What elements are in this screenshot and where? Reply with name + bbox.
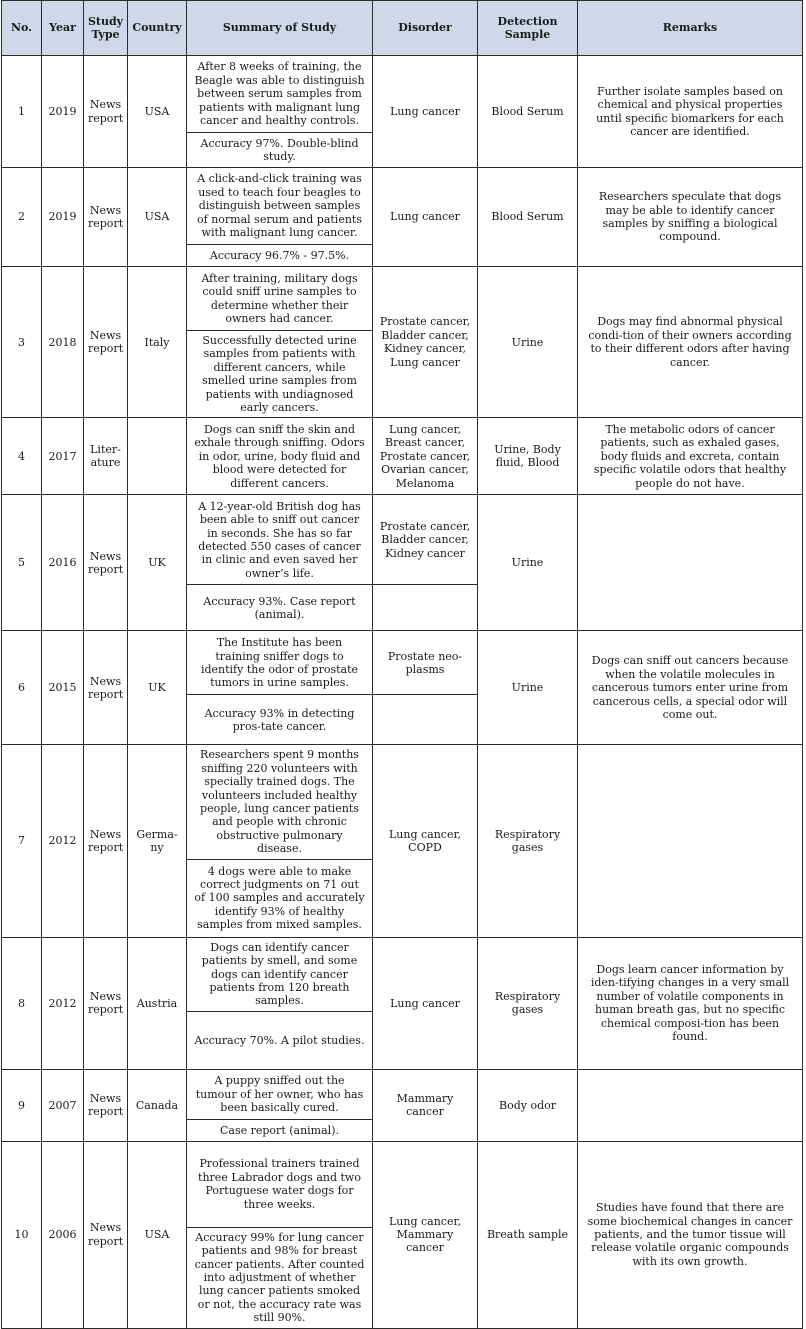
cell-disorder: Lung cancer, COPD	[373, 745, 478, 937]
cell-study-type: News report	[84, 267, 128, 418]
cell-summary-result: Accuracy 93%. Case report (animal).	[187, 585, 373, 631]
cell-year: 2019	[42, 168, 84, 267]
cell-remarks: The metabolic odors of cancer patients, such as exhaled gases, body fluids and excreta, contain specific volatile odors that healthy people do not have.	[578, 418, 803, 495]
table-row	[2, 1141, 803, 1227]
cell-sample: Blood Serum	[478, 56, 578, 168]
cell-disorder: Prostate cancer, Bladder cancer, Kidney cancer, Lung cancer	[373, 267, 478, 418]
cell-remarks: Researchers speculate that dogs may be able to identify cancer samples by sniffing a biological compound.	[578, 168, 803, 267]
cell-disorder: Lung cancer, Breast cancer, Prostate cancer, Ovarian cancer, Melanoma	[373, 418, 478, 495]
cell-year: 2012	[42, 745, 84, 937]
cell-summary: Dogs can sniff the skin and exhale through sniffing. Odors in odor, urine, body fluid and blood were detected for different cancers.	[187, 418, 373, 495]
cell-study-type: News report	[84, 631, 128, 745]
cell-sample: Respiratory gases	[478, 937, 578, 1069]
cell-sample: Urine	[478, 267, 578, 418]
cell-disorder: Mammary cancer	[373, 1069, 478, 1141]
cell-country: USA	[128, 56, 187, 168]
header-summary: Summary of Study	[187, 1, 373, 56]
cell-summary-result: Accuracy 97%. Double-blind study.	[187, 133, 373, 168]
table-row	[2, 631, 803, 695]
cell-sample: Blood Serum	[478, 168, 578, 267]
cell-summary: Professional trainers trained three Labrador dogs and two Portuguese water dogs for three weeks.	[187, 1141, 373, 1227]
cell-no: 10	[2, 1141, 42, 1328]
cell-remarks	[578, 495, 803, 631]
cell-disorder: Lung cancer	[373, 168, 478, 267]
cell-summary-result: 4 dogs were able to make correct judgments on 71 out of 100 samples and accurately identify 93% of healthy samples from mixed samples.	[187, 859, 373, 937]
cell-study-type: News report	[84, 1069, 128, 1141]
cell-year: 2006	[42, 1141, 84, 1328]
cell-remarks: Studies have found that there are some biochemical changes in cancer patients, and the tumor tissue will release volatile organic compounds with its own growth.	[578, 1141, 803, 1328]
header-remarks: Remarks	[578, 1, 803, 56]
study-table	[1, 0, 803, 1329]
cell-country: Austria	[128, 937, 187, 1069]
cell-remarks: Dogs learn cancer information by iden-tifying changes in a very small number of volatile components in human breath gas, but no specific chemical composi-tion has been found.	[578, 937, 803, 1069]
cell-disorder: Lung cancer, Mammary cancer	[373, 1141, 478, 1328]
cell-disorder: Prostate neo-plasms	[373, 631, 478, 695]
header-row	[2, 1, 803, 56]
cell-no: 5	[2, 495, 42, 631]
cell-summary: A 12-year-old British dog has been able to sniff out cancer in seconds. She has so far detected 550 cases of cancer in clinic and even saved her owner’s life.	[187, 495, 373, 585]
cell-no: 3	[2, 267, 42, 418]
table-row	[2, 937, 803, 1011]
cell-summary-result: Accuracy 70%. A pilot studies.	[187, 1011, 373, 1069]
cell-year: 2019	[42, 56, 84, 168]
cell-country	[128, 418, 187, 495]
cell-country: Italy	[128, 267, 187, 418]
header-sample: Detection Sample	[478, 1, 578, 56]
header-no: No.	[2, 1, 42, 56]
cell-year: 2016	[42, 495, 84, 631]
cell-country: Germa-ny	[128, 745, 187, 937]
cell-summary-result: Case report (animal).	[187, 1119, 373, 1141]
cell-summary: After 8 weeks of training, the Beagle was able to distinguish between serum samples from patients with malignant lung cancer and healthy controls.	[187, 56, 373, 133]
cell-remarks: Dogs can sniff out cancers because when the volatile molecules in cancerous tumors enter urine from cancerous cells, a special odor will come out.	[578, 631, 803, 745]
cell-summary: The Institute has been training sniffer dogs to identify the odor of prostate tumors in urine samples.	[187, 631, 373, 695]
cell-sample: Breath sample	[478, 1141, 578, 1328]
table-row	[2, 745, 803, 859]
header-country: Country	[128, 1, 187, 56]
cell-no: 1	[2, 56, 42, 168]
cell-disorder: Lung cancer	[373, 937, 478, 1069]
table-row	[2, 1069, 803, 1119]
cell-summary-result: Accuracy 93% in detecting pros-tate cancer.	[187, 695, 373, 745]
cell-year: 2018	[42, 267, 84, 418]
cell-sample: Respiratory gases	[478, 745, 578, 937]
table-row	[2, 267, 803, 331]
cell-study-type: News report	[84, 495, 128, 631]
cell-study-type: News report	[84, 745, 128, 937]
cell-summary-result: Accuracy 96.7% - 97.5%.	[187, 245, 373, 267]
cell-summary: After training, military dogs could sniff urine samples to determine whether their owners had cancer.	[187, 267, 373, 331]
cell-summary: A click-and-click training was used to teach four beagles to distinguish between samples of normal serum and patients with malignant lung cancer.	[187, 168, 373, 245]
cell-study-type: Liter-ature	[84, 418, 128, 495]
cell-remarks: Further isolate samples based on chemical and physical properties until specific biomarkers for each cancer are identified.	[578, 56, 803, 168]
cell-summary: Dogs can identify cancer patients by smell, and some dogs can identify cancer patients from 120 breath samples.	[187, 937, 373, 1011]
cell-study-type: News report	[84, 168, 128, 267]
cell-sample: Body odor	[478, 1069, 578, 1141]
cell-country: UK	[128, 495, 187, 631]
cell-sample: Urine, Body fluid, Blood	[478, 418, 578, 495]
cell-no: 2	[2, 168, 42, 267]
cell-summary: A puppy sniffed out the tumour of her owner, who has been basically cured.	[187, 1069, 373, 1119]
header-study-type: Study Type	[84, 1, 128, 56]
cell-year: 2017	[42, 418, 84, 495]
header-year: Year	[42, 1, 84, 56]
cell-disorder: Prostate cancer, Bladder cancer, Kidney cancer	[373, 495, 478, 585]
cell-year: 2007	[42, 1069, 84, 1141]
cell-disorder-empty	[373, 585, 478, 631]
cell-study-type: News report	[84, 56, 128, 168]
cell-no: 8	[2, 937, 42, 1069]
table-row	[2, 495, 803, 585]
cell-remarks	[578, 1069, 803, 1141]
table-row	[2, 418, 803, 495]
cell-country: USA	[128, 168, 187, 267]
cell-country: UK	[128, 631, 187, 745]
table-row	[2, 168, 803, 245]
cell-disorder: Lung cancer	[373, 56, 478, 168]
cell-country: USA	[128, 1141, 187, 1328]
cell-study-type: News report	[84, 1141, 128, 1328]
cell-summary-result: Successfully detected urine samples from patients with different cancers, while smelled urine samples from patients with undiagnosed early cancers.	[187, 331, 373, 418]
cell-summary-result: Accuracy 99% for lung cancer patients and 98% for breast cancer patients. After counted into adjustment of whether lung cancer patients smoked or not, the accuracy rate was still 90%.	[187, 1227, 373, 1328]
cell-country: Canada	[128, 1069, 187, 1141]
cell-summary: Researchers spent 9 months sniffing 220 volunteers with specially trained dogs. The volunteers included healthy people, lung cancer patients and people with chronic obstructive pulmonary disease.	[187, 745, 373, 859]
cell-sample: Urine	[478, 631, 578, 745]
cell-remarks	[578, 745, 803, 937]
cell-year: 2015	[42, 631, 84, 745]
cell-remarks: Dogs may find abnormal physical condi-tion of their owners according to their different odors after having cancer.	[578, 267, 803, 418]
cell-no: 7	[2, 745, 42, 937]
cell-no: 6	[2, 631, 42, 745]
header-disorder: Disorder	[373, 1, 478, 56]
cell-no: 4	[2, 418, 42, 495]
cell-year: 2012	[42, 937, 84, 1069]
cell-disorder-empty	[373, 695, 478, 745]
table-row	[2, 56, 803, 133]
cell-study-type: News report	[84, 937, 128, 1069]
cell-no: 9	[2, 1069, 42, 1141]
cell-sample: Urine	[478, 495, 578, 631]
